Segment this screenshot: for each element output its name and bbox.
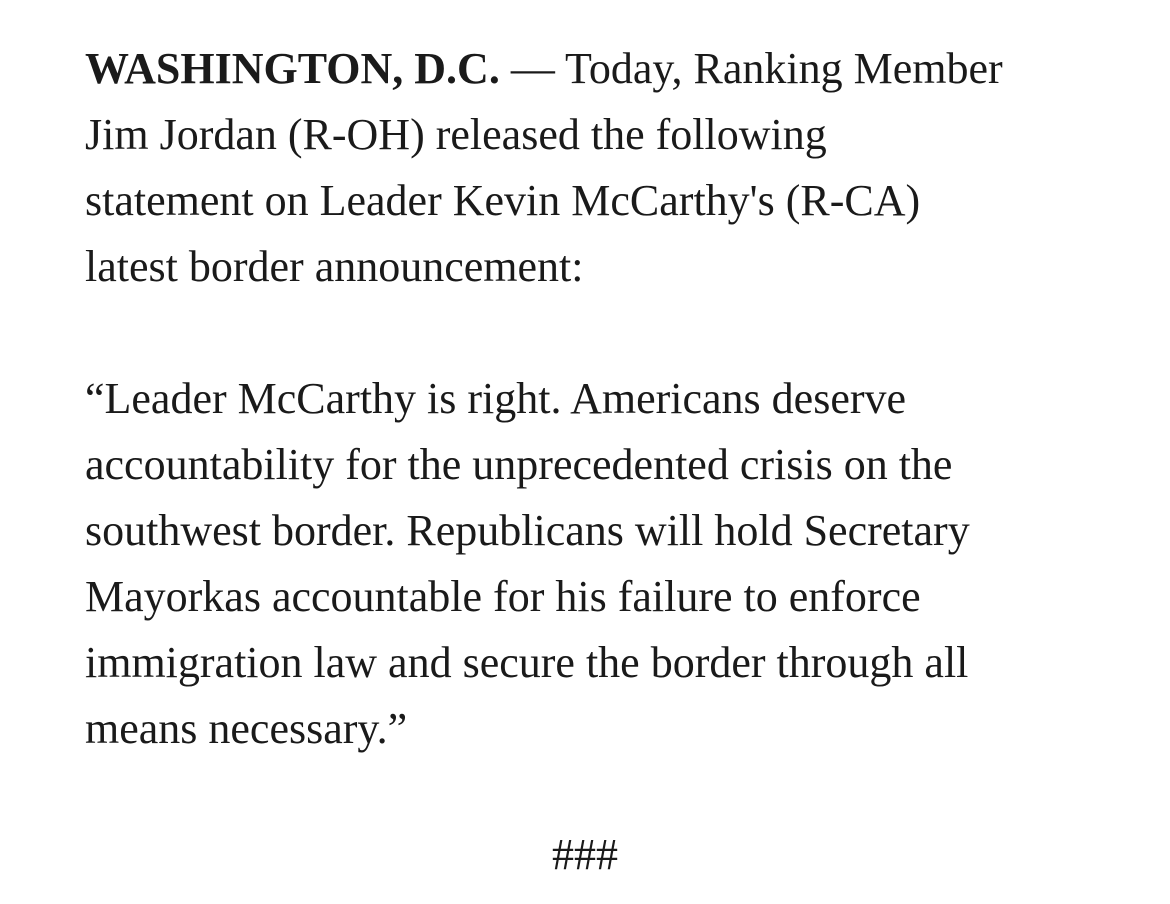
dateline: WASHINGTON, D.C. <box>85 44 500 93</box>
intro-line: statement on Leader Kevin McCarthy's (R-CA) <box>85 176 921 225</box>
end-mark: ### <box>552 830 618 879</box>
intro-line <box>85 36 1105 102</box>
intro-line-text: — Today, Ranking Member <box>499 44 1003 93</box>
intro-line: latest border announcement: <box>85 242 584 291</box>
press-release-body <box>85 36 1105 762</box>
quote-line: means necessary.” <box>85 704 408 753</box>
quote-line: “Leader McCarthy is right. Americans deserve <box>85 374 907 423</box>
quote-line: southwest border. Republicans will hold Secretary <box>85 506 970 555</box>
intro-line: Jim Jordan (R-OH) released the following <box>85 110 827 159</box>
quote-paragraph <box>85 366 1105 762</box>
quote-line: accountability for the unprecedented crisis on the <box>85 440 953 489</box>
intro-paragraph <box>85 36 1105 300</box>
quote-line: Mayorkas accountable for his failure to enforce <box>85 572 921 621</box>
quote-line: immigration law and secure the border through all <box>85 638 969 687</box>
